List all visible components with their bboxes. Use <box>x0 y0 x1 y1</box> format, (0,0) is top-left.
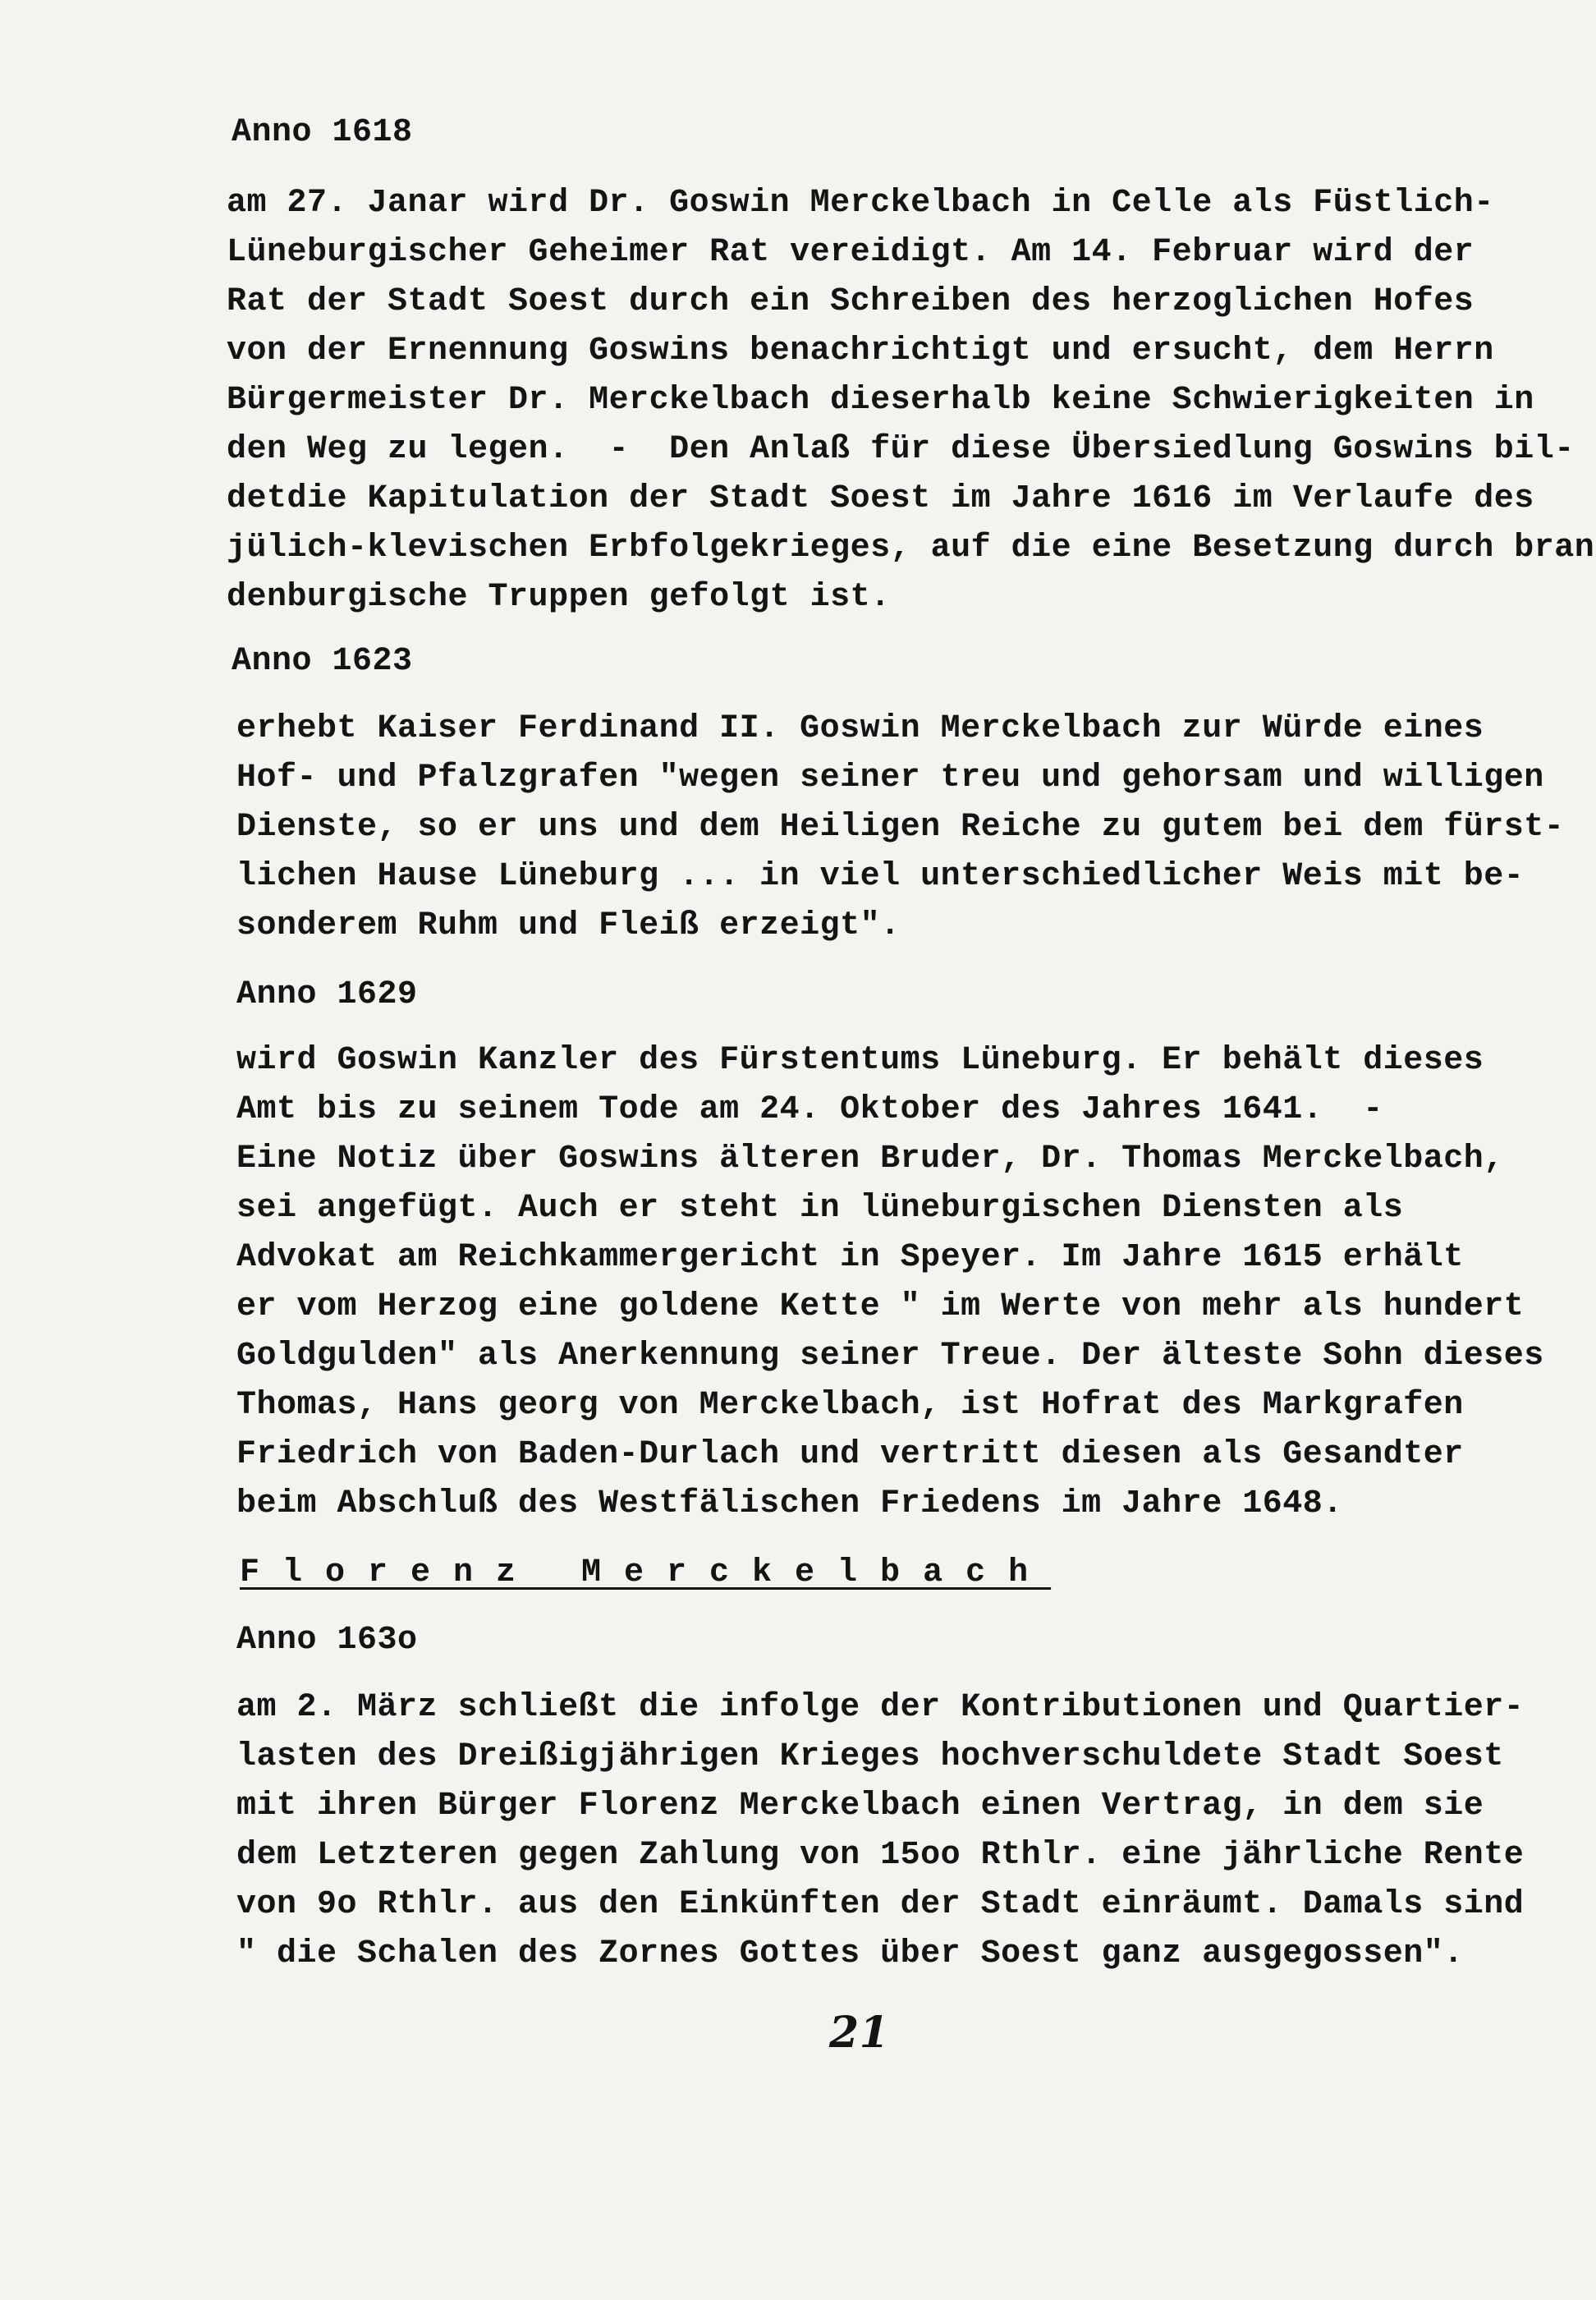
section-title: Florenz Merckelbach <box>240 1554 1052 1591</box>
text-line: mit ihren Bürger Florenz Merckelbach einen Vertrag, in dem sie <box>236 1788 1484 1825</box>
text-line: wird Goswin Kanzler des Fürstentums Lüneburg. Er behält dieses <box>236 1042 1484 1079</box>
text-line: Bürgermeister Dr. Merckelbach dieserhalb keine Schwierigkeiten in <box>227 382 1534 419</box>
text-line: lichen Hause Lüneburg ... in viel unterschiedlicher Weis mit be- <box>236 858 1525 895</box>
text-line: den Weg zu legen. - Den Anlaß für diese Übersiedlung Goswins bil- <box>227 431 1575 468</box>
page-number: 21 <box>829 2008 890 2058</box>
year-heading-1629: Anno 1629 <box>236 976 418 1013</box>
text-line: Thomas, Hans georg von Merckelbach, ist Hofrat des Markgrafen <box>236 1387 1464 1424</box>
text-line: von der Ernennung Goswins benachrichtigt und ersucht, dem Herrn <box>227 333 1494 370</box>
text-line: Amt bis zu seinem Tode am 24. Oktober des Jahres 1641. - <box>236 1091 1383 1128</box>
text-line: detdie Kapitulation der Stadt Soest im Jahre 1616 im Verlaufe des <box>227 480 1534 517</box>
text-line: Eine Notiz über Goswins älteren Bruder, Dr. Thomas Merckelbach, <box>236 1141 1504 1178</box>
text-line: Advokat am Reichkammergericht in Speyer. Im Jahre 1615 erhält <box>236 1239 1464 1276</box>
text-line: erhebt Kaiser Ferdinand II. Goswin Merckelbach zur Würde eines <box>236 710 1484 747</box>
text-line: von 9o Rthlr. aus den Einkünften der Stadt einräumt. Damals sind <box>236 1886 1525 1923</box>
text-line: sei angefügt. Auch er steht in lüneburgischen Diensten als <box>236 1190 1404 1227</box>
text-line: denburgische Truppen gefolgt ist. <box>227 579 891 616</box>
year-heading-1630: Anno 163o <box>236 1622 418 1659</box>
text-line: er vom Herzog eine goldene Kette " im Werte von mehr als hundert <box>236 1288 1525 1325</box>
text-line: dem Letzteren gegen Zahlung von 15oo Rthlr. eine jährliche Rente <box>236 1837 1525 1874</box>
text-line: Hof- und Pfalzgrafen "wegen seiner treu und gehorsam und willigen <box>236 760 1544 797</box>
text-line: sonderem Ruhm und Fleiß erzeigt". <box>236 907 901 944</box>
year-heading-1623: Anno 1623 <box>232 643 413 680</box>
text-line: lasten des Dreißigjährigen Krieges hochverschuldete Stadt Soest <box>236 1738 1504 1775</box>
text-line: " die Schalen des Zornes Gottes über Soest ganz ausgegossen". <box>236 1935 1464 1972</box>
text-line: Friedrich von Baden-Durlach und vertritt diesen als Gesandter <box>236 1436 1464 1473</box>
text-line: Rat der Stadt Soest durch ein Schreiben des herzoglichen Hofes <box>227 283 1474 320</box>
text-line: beim Abschluß des Westfälischen Friedens im Jahre 1648. <box>236 1485 1343 1522</box>
text-line: am 27. Janar wird Dr. Goswin Merckelbach in Celle als Füstlich- <box>227 185 1494 222</box>
text-line: Lüneburgischer Geheimer Rat vereidigt. Am 14. Februar wird der <box>227 234 1474 271</box>
text-line: Dienste, so er uns und dem Heiligen Reiche zu gutem bei dem fürst- <box>236 809 1565 846</box>
text-line: jülich-klevischen Erbfolgekrieges, auf die eine Besetzung durch bran <box>227 530 1595 567</box>
text-line: Goldgulden" als Anerkennung seiner Treue. Der älteste Sohn dieses <box>236 1338 1544 1375</box>
text-line: am 2. März schließt die infolge der Kontributionen und Quartier- <box>236 1689 1525 1726</box>
year-heading-1618: Anno 1618 <box>232 114 413 151</box>
